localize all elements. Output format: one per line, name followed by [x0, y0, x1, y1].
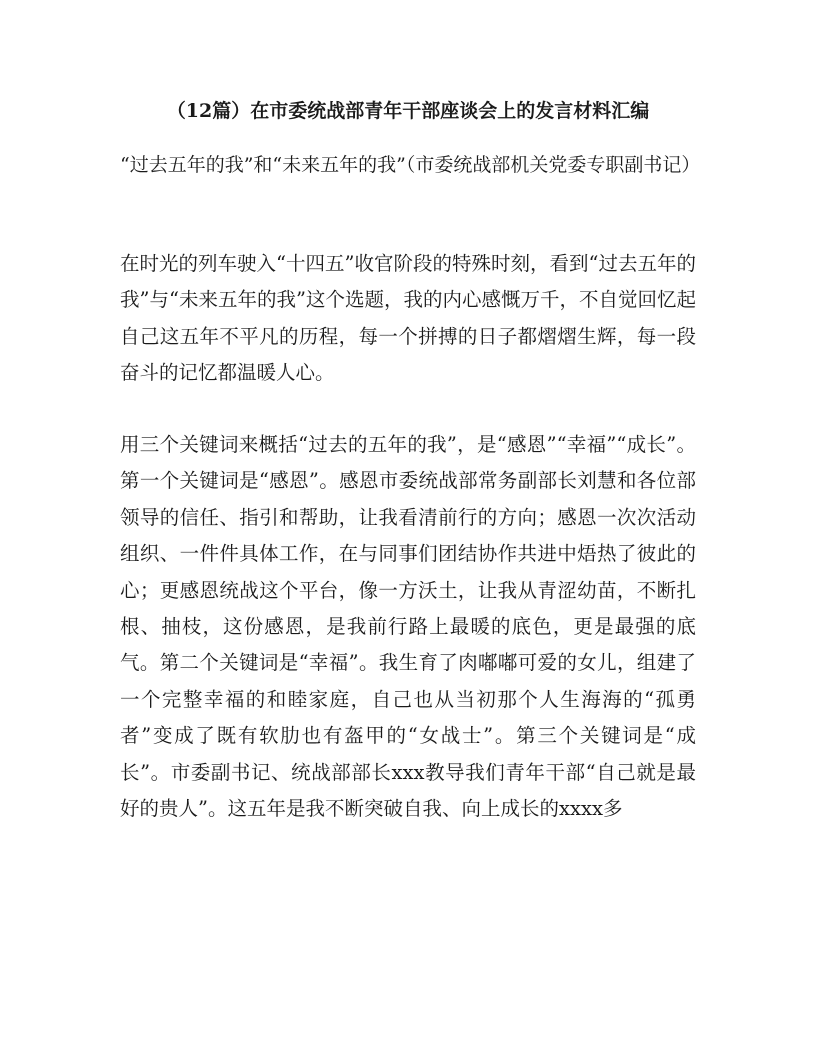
document-page [120, 0, 701, 1056]
document-subtitle: “过去五年的我”和“未来五年的我”（市委统战部机关党委专职副书记） [120, 154, 701, 176]
body-paragraph-intro: 在时光的列车驶入“十四五”收官阶段的特殊时刻，看到“过去五年的我”与“未来五年的我”这个选题，我的内心感慨万千，不自觉回忆起自己这五年不平凡的历程，每一个拼搏的日子都熠熠生辉，每一段奋斗的记忆都温暖人心。 [120, 252, 696, 385]
document-title: （12篇）在市委统战部青年干部座谈会上的发言材料汇编 [166, 100, 650, 122]
body-paragraph-keywords: 用三个关键词来概括“过去的五年的我”，是“感恩”“幸福”“成长”。第一个关键词是“感恩”。感恩市委统战部常务副部长刘慧和各位部领导的信任、指引和帮助，让我看清前行的方向；感恩一次次活动组织、一件件具体工作，在与同事们团结协作共进中焐热了彼此的心；更感恩统战这个平台，像一方沃土，让我从青涩幼苗，不断扎根、抽枝，这份感恩，是我前行路上最暖的底色，更是最强的底气。第二个关键词是“幸福”。我生育了肉嘟嘟可爱的女儿，组建了一个完整幸福的和睦家庭，自己也从当初那个人生海海的“孤勇者”变成了既有软肋也有盔甲的“女战士”。第三个关键词是“成长”。市委副书记、统战部部长xxx教导我们青年干部“自己就是最好的贵人”。这五年是我不断突破自我、向上成长的xxxx多 [120, 433, 696, 821]
